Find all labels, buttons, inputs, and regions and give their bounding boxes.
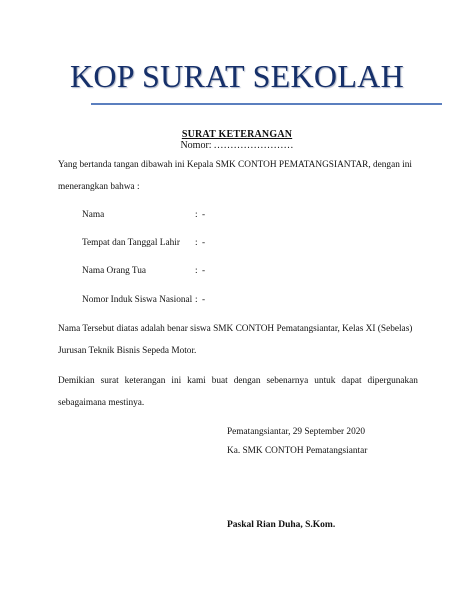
field-label: Nama Orang Tua — [82, 266, 147, 276]
closing-word: untuk — [314, 376, 336, 386]
field-value: - — [202, 266, 206, 276]
letterhead-divider — [91, 103, 442, 105]
closing-word: keterangan — [124, 376, 166, 386]
letter-number-label: Nomor: — [180, 140, 212, 151]
closing-word: ini — [171, 376, 182, 386]
closing-word: sebenarnya — [266, 376, 309, 386]
letter-number-value: …………………… — [213, 140, 294, 151]
closing-line-1 — [58, 376, 418, 386]
field-value: - — [202, 238, 206, 248]
place-date: Pematangsiantar, 29 September 2020 — [227, 427, 366, 437]
closing-word: Demikian — [58, 376, 95, 386]
field-label: Nama — [82, 210, 105, 220]
body-line-2: Jurusan Teknik Bisnis Sepeda Motor. — [58, 346, 197, 356]
closing-word: dengan — [233, 376, 261, 386]
letter-number — [0, 140, 474, 151]
field-colon: : — [195, 210, 198, 220]
field-value: - — [202, 210, 206, 220]
signer-position: Ka. SMK CONTOH Pematangsiantar — [227, 446, 368, 456]
closing-word: buat — [211, 376, 228, 386]
intro-line-1: Yang bertanda tangan dibawah ini Kepala SMK CONTOH PEMATANGSIANTAR, dengan ini — [58, 160, 412, 170]
closing-word: dapat — [341, 376, 362, 386]
body-line-1: Nama Tersebut diatas adalah benar siswa SMK CONTOH Pematangsiantar, Kelas XI (Sebelas) — [58, 324, 413, 334]
closing-word: surat — [100, 376, 119, 386]
closing-line-2: sebagaimana mestinya. — [58, 398, 145, 408]
letter-title: SURAT KETERANGAN — [181, 129, 293, 140]
closing-word: kami — [187, 376, 206, 386]
letterhead-title: KOP SURAT SEKOLAH — [69, 58, 405, 94]
field-colon: : — [195, 266, 198, 276]
intro-line-2: menerangkan bahwa : — [58, 182, 140, 192]
closing-word: dipergunakan — [367, 376, 418, 386]
field-label: Nomor Induk Siswa Nasional — [82, 295, 193, 305]
field-colon: : — [195, 295, 198, 305]
signer-name: Paskal Rian Duha, S.Kom. — [227, 520, 336, 530]
field-label: Tempat dan Tanggal Lahir — [82, 238, 180, 248]
field-colon: : — [195, 238, 198, 248]
field-value: - — [202, 295, 206, 305]
